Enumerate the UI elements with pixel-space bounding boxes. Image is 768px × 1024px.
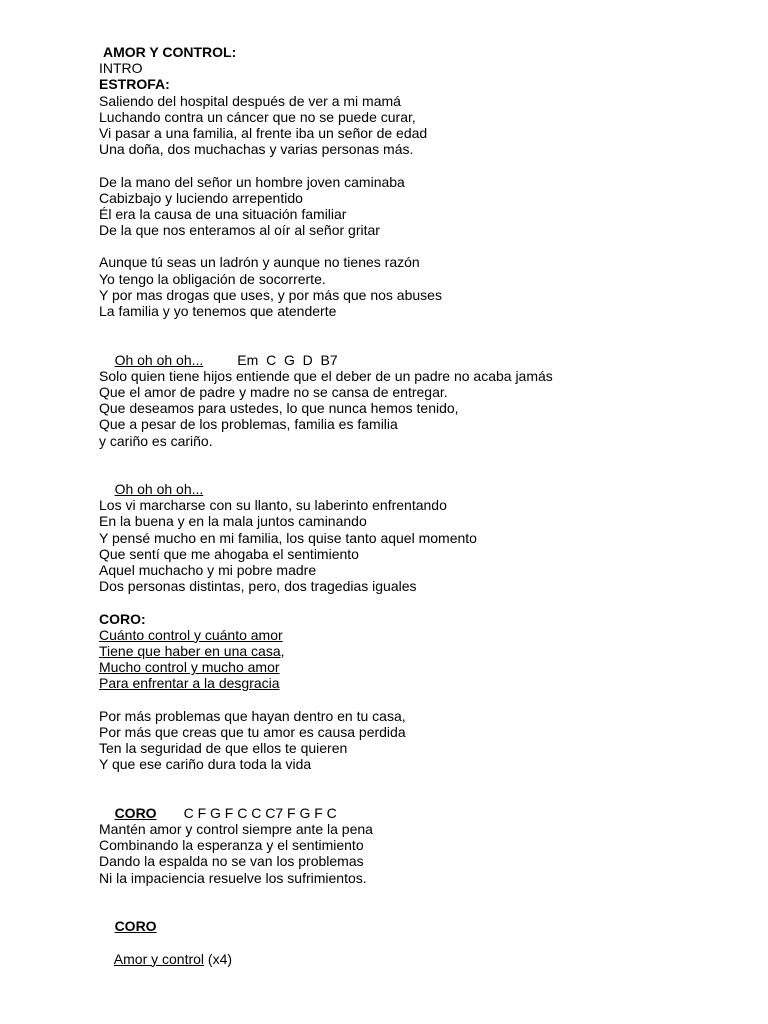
verse-4-line: Solo quien tiene hijos entiende que el deber de un padre no acaba jamás [99, 367, 553, 384]
repeat-count: (x4) [204, 950, 233, 967]
verse-5-line: Y pensé mucho en mi familia, los quise tanto aquel momento [99, 529, 477, 546]
coro-text: Mucho control y mucho amor [99, 659, 280, 676]
verse-4-line: y cariño es cariño. [99, 432, 213, 449]
coro-label: CORO: [99, 610, 146, 627]
verse-4-line: Que a pesar de los problemas, familia es familia [99, 416, 398, 433]
verse-4-line: Que deseamos para ustedes, lo que nunca hemos tenido, [99, 400, 459, 417]
verse-6-line: Por más que creas que tu amor es causa perdida [99, 723, 406, 740]
coro-label: CORO [114, 918, 157, 935]
oh-text: Oh oh oh oh... [114, 481, 204, 498]
verse-2-line: Él era la causa de una situación familiar [99, 205, 347, 222]
verse-1-line: Saliendo del hospital después de ver a mi mamá [99, 92, 401, 109]
oh-line-with-chords [99, 335, 739, 368]
verse-5-line: Aquel muchacho y mi pobre madre [99, 562, 317, 578]
estrofa-label: ESTROFA: [99, 76, 170, 93]
spacer [99, 772, 739, 788]
coro-repeat-line [99, 902, 739, 935]
verse-7-line: Dando la espalda no se van los problemas [99, 853, 364, 870]
chord-progression: Em C G D B7 [237, 351, 338, 368]
verse-6-line: Por más problemas que hayan dentro en tu casa, [99, 707, 406, 724]
verse-1-line: Vi pasar a una familia, al frente iba un señor de edad [99, 124, 428, 141]
verse-3-line: Yo tengo la obligación de socorrerte. [99, 270, 326, 287]
spacer [99, 157, 739, 173]
verse-2-line: De la mano del señor un hombre joven caminaba [99, 173, 405, 190]
verse-5-line: Los vi marcharse con su llanto, su laberinto enfrentando [99, 497, 447, 514]
coro-text: Cuánto control y cuánto amor [99, 626, 283, 643]
verse-6-line: Y que ese cariño dura toda la vida [99, 756, 312, 773]
verse-5-line: En la buena y en la mala juntos caminando [99, 513, 367, 530]
verse-5-line: Que sentí que me ahogaba el sentimiento [99, 545, 359, 562]
coro-line [99, 627, 739, 643]
verse-5-line: Dos personas distintas, pero, dos tragedias iguales [99, 578, 417, 595]
verse-1-line: Una doña, dos muchachas y varias personas más. [99, 141, 414, 158]
spacer [99, 319, 739, 335]
verse-7-line: Combinando la esperanza y el sentimiento [99, 837, 364, 854]
verse-2-line: Cabizbajo y luciendo arrepentido [99, 189, 303, 206]
intro-label: INTRO [99, 60, 143, 77]
spacer [99, 449, 739, 465]
verse-3-line: Aunque tú seas un ladrón y aunque no tienes razón [99, 254, 420, 271]
coro-label: CORO [114, 804, 157, 821]
song-title: AMOR Y CONTROL: [103, 44, 237, 60]
verse-4-line: Que el amor de padre y madre no se cansa de entregar. [99, 383, 448, 400]
chord-progression: C F G F C C C7 F G F C [183, 804, 337, 821]
verse-6-line: Ten la seguridad de que ellos te quieren [99, 740, 348, 757]
verse-7-line: Ni la impaciencia resuelve los sufrimientos. [99, 869, 367, 886]
spacer [99, 918, 739, 934]
verse-7-line: Mantén amor y control siempre ante la pena [99, 821, 373, 837]
coro-chords-line [99, 789, 739, 821]
spacer [99, 238, 739, 254]
oh-text: Oh oh oh oh... [114, 351, 204, 368]
coro-text: Para enfrentar a la desgracia [99, 675, 280, 692]
spacer [99, 886, 739, 902]
coro-line [99, 643, 739, 659]
verse-2-line: De la que nos enteramos al oír al señor gritar [99, 222, 380, 239]
coro-text: Tiene que haber en una casa, [99, 642, 285, 659]
verse-1-line: Luchando contra un cáncer que no se puede curar, [99, 108, 416, 125]
spacer [99, 594, 739, 610]
ending-line [99, 934, 739, 967]
verse-3-line: La familia y yo tenemos que atenderte [99, 303, 337, 319]
oh-line [99, 465, 739, 498]
verse-3-line: Y por mas drogas que uses, y por más que nos abuses [99, 286, 442, 303]
lyrics-document [99, 44, 739, 967]
ending-text: Amor y control [113, 950, 205, 967]
coro-line [99, 659, 739, 675]
coro-line [99, 675, 739, 691]
spacer [99, 692, 739, 708]
